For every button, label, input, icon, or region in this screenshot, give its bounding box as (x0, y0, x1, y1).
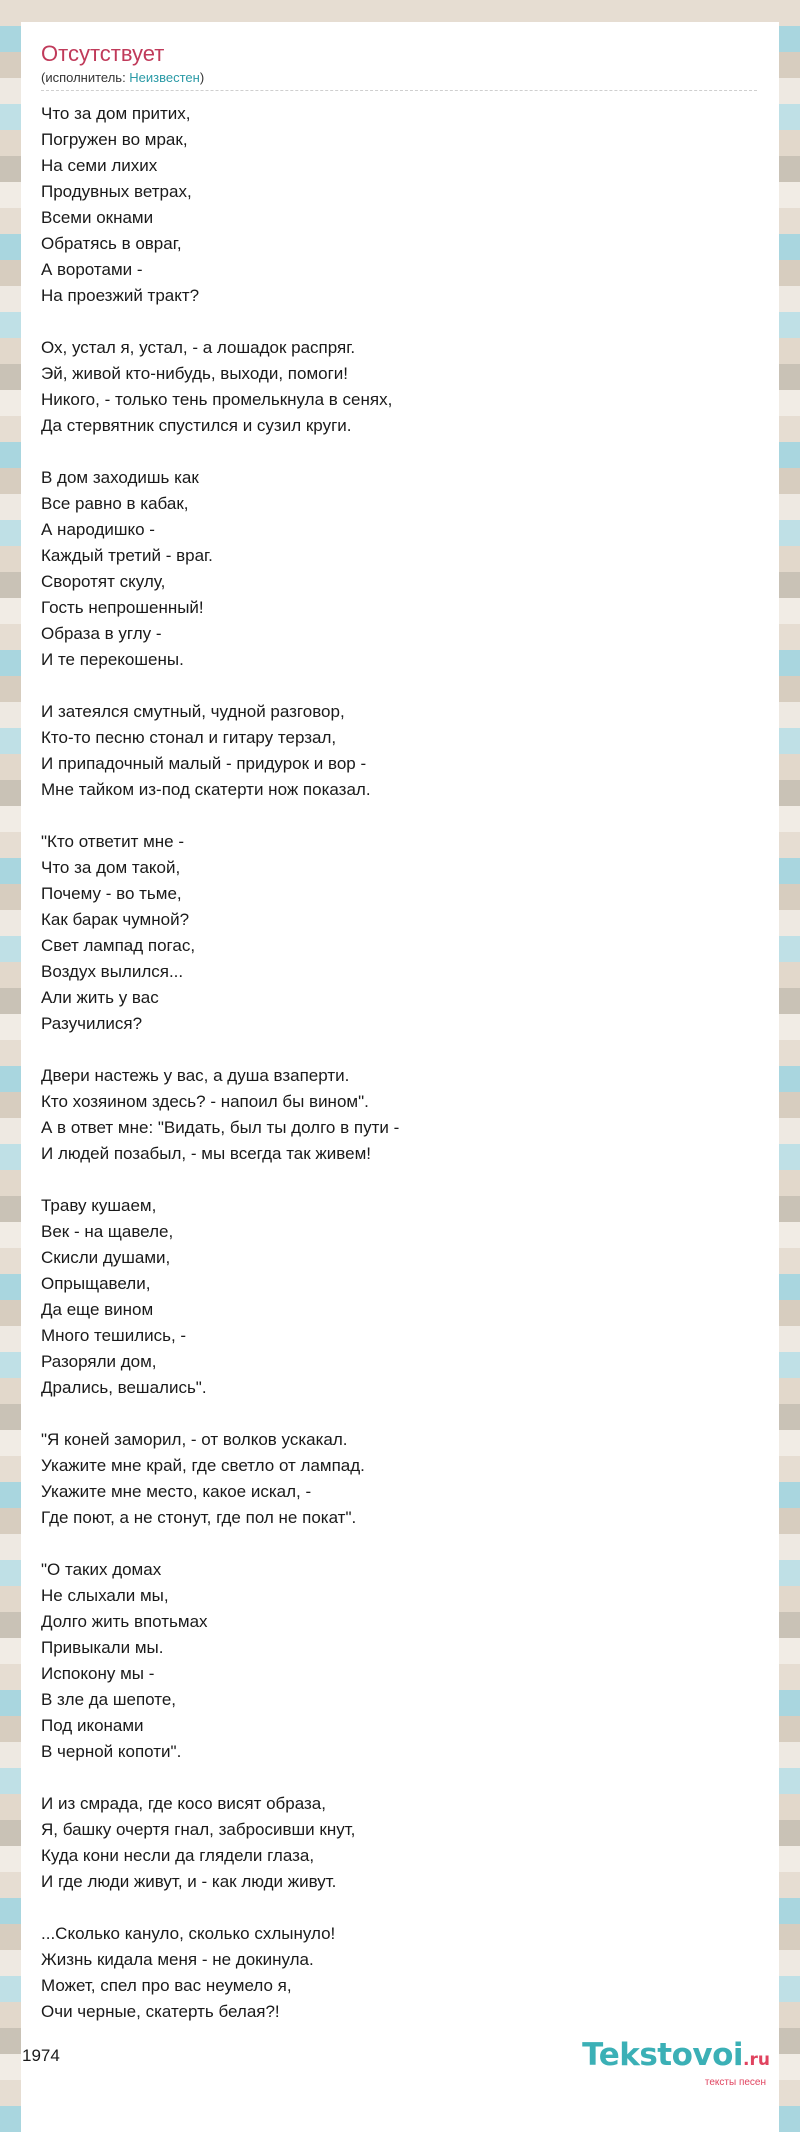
lyric-line: Гость непрошенный! (41, 598, 204, 617)
lyric-line: И где люди живут, и - как люди живут. (41, 1872, 337, 1891)
lyric-line: Что за дом притих, (41, 104, 191, 123)
lyric-line: И затеялся смутный, чудной разговор, (41, 702, 345, 721)
song-title: Отсутствует (41, 41, 165, 66)
lyric-line: Век - на щавеле, (41, 1222, 174, 1241)
lyric-line: Скисли душами, (41, 1248, 171, 1267)
lyric-line: Укажите мне край, где светло от лампад. (41, 1456, 365, 1475)
lyric-line: Разоряли дом, (41, 1352, 157, 1371)
stanza-break (41, 1765, 757, 1791)
song-subtitle (41, 70, 757, 91)
lyric-line: И из смрада, где косо висят образа, (41, 1794, 326, 1813)
lyric-line: ...Сколько кануло, сколько схлынуло! (41, 1924, 336, 1943)
lyric-line: Да стервятник спустился и сузил круги. (41, 416, 352, 435)
lyric-line: Как барак чумной? (41, 910, 190, 929)
lyric-line: Да еще вином (41, 1300, 154, 1319)
lyric-line: Эй, живой кто-нибудь, выходи, помоги! (41, 364, 349, 383)
lyric-line: Образа в углу - (41, 624, 162, 643)
lyric-line: Траву кушаем, (41, 1196, 157, 1215)
stanza-break (41, 673, 757, 699)
lyric-line: Кто хозяином здесь? - напоил бы вином". (41, 1092, 369, 1111)
lyric-line: Двери настежь у вас, а душа взаперти. (41, 1066, 350, 1085)
lyric-line: На проезжий тракт? (41, 286, 200, 305)
lyric-line: Али жить у вас (41, 988, 159, 1007)
lyric-line: Что за дом такой, (41, 858, 181, 877)
lyric-line: Испокону мы - (41, 1664, 155, 1683)
lyric-line: Мне тайком из-под скатерти нож показал. (41, 780, 371, 799)
lyric-line: А народишко - (41, 520, 155, 539)
lyric-line: Много тешились, - (41, 1326, 187, 1345)
lyric-line: В зле да шепоте, (41, 1690, 177, 1709)
lyric-line: Куда кони несли да глядели глаза, (41, 1846, 315, 1865)
lyric-line: Всеми окнами (41, 208, 154, 227)
lyric-line: Кто-то песню стонал и гитару терзал, (41, 728, 337, 747)
lyric-line: А воротами - (41, 260, 143, 279)
lyric-line: Где поют, а не стонут, где пол не покат". (41, 1508, 357, 1527)
stanza-break (41, 309, 757, 335)
lyric-line: "Я коней заморил, - от волков ускакал. (41, 1430, 348, 1449)
lyric-line: Привыкали мы. (41, 1638, 164, 1657)
lyric-line: Укажите мне место, какое искал, - (41, 1482, 312, 1501)
lyric-line: Воздух вылился... (41, 962, 184, 981)
lyric-line: Все равно в кабак, (41, 494, 189, 513)
lyric-line: Не слыхали мы, (41, 1586, 169, 1605)
stanza-break (41, 1401, 757, 1427)
lyric-line: И припадочный малый - придурок и вор - (41, 754, 367, 773)
logo-tagline: тексты песен (704, 2077, 766, 2088)
lyric-line: Погружен во мрак, (41, 130, 188, 149)
lyric-line: Свет лампад погас, (41, 936, 196, 955)
lyric-line: Разучилися? (41, 1014, 143, 1033)
logo-name: Tekstovoi (582, 2037, 744, 2073)
lyric-line: Жизнь кидала меня - не докинула. (41, 1950, 314, 1969)
lyric-line: Опрыщавели, (41, 1274, 151, 1293)
lyric-line: Долго жить впотьмах (41, 1612, 208, 1631)
artist-link[interactable]: Неизвестен (129, 70, 200, 85)
lyric-line: Своротят скулу, (41, 572, 166, 591)
lyric-line: Я, башку очертя гнал, забросивши кнут, (41, 1820, 356, 1839)
lyric-line: "Кто ответит мне - (41, 832, 185, 851)
lyric-line: Продувных ветрах, (41, 182, 192, 201)
stanza-break (41, 1895, 757, 1921)
lyric-line: Ох, устал я, устал, - а лошадок распряг. (41, 338, 356, 357)
lyric-line: Может, спел про вас неумело я, (41, 1976, 292, 1995)
lyric-line: На семи лихих (41, 156, 158, 175)
lyric-line: Каждый третий - враг. (41, 546, 213, 565)
lyric-line: Под иконами (41, 1716, 144, 1735)
lyric-line: А в ответ мне: "Видать, был ты долго в пути - (41, 1118, 400, 1137)
lyric-line: "О таких домах (41, 1560, 162, 1579)
stanza-break (41, 1037, 757, 1063)
lyric-line: В дом заходишь как (41, 468, 199, 487)
lyrics-card (21, 22, 779, 2132)
stanza-break (41, 1531, 757, 1557)
subtitle-suffix: ) (199, 70, 205, 85)
lyric-line: И те перекошены. (41, 650, 184, 669)
lyric-line: Дрались, вешались". (41, 1378, 207, 1397)
lyric-line: Очи черные, скатерть белая?! (41, 2002, 280, 2021)
lyric-line: Никого, - только тень промелькнула в сенях, (41, 390, 393, 409)
subtitle-prefix: (исполнитель: (41, 70, 130, 85)
site-logo[interactable] (582, 2038, 770, 2088)
logo-tld: .ru (743, 2050, 770, 2070)
lyric-line: Обратясь в овраг, (41, 234, 182, 253)
stanza-break (41, 439, 757, 465)
lyric-line: В черной копоти". (41, 1742, 182, 1761)
stanza-break (41, 803, 757, 829)
stanza-break (41, 1167, 757, 1193)
lyrics-text (41, 101, 757, 2025)
song-year: 1974 (22, 2046, 60, 2065)
logo-wordmark (582, 2038, 770, 2077)
lyric-line: Почему - во тьме, (41, 884, 182, 903)
lyric-line: И людей позабыл, - мы всегда так живем! (41, 1144, 371, 1163)
